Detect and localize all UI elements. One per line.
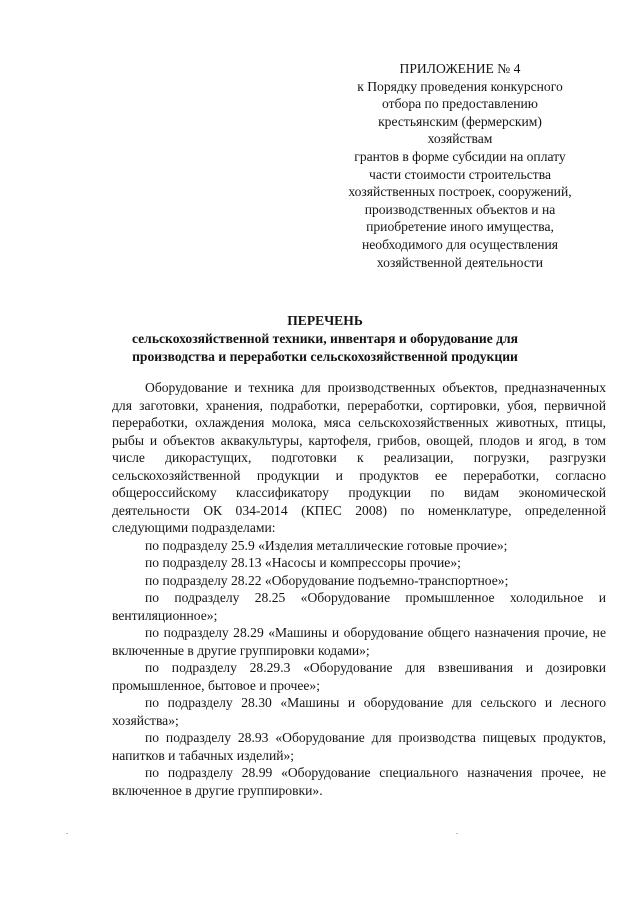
appendix-line: хозяйствам xyxy=(427,131,493,147)
appendix-line: части стоимости строительства xyxy=(369,166,551,182)
scan-speck xyxy=(66,833,68,834)
appendix-line: производственных объектов и на xyxy=(364,201,556,217)
appendix-line: необходимого для осуществления xyxy=(361,236,559,252)
scan-speck xyxy=(456,833,458,834)
appendix-title: ПРИЛОЖЕНИЕ № 4 xyxy=(399,61,521,76)
appendix-line: грантов в форме субсидии на оплату xyxy=(354,148,566,164)
list-item: по подразделу 28.25 «Оборудование промышленное холодильное и вентиляционное»; xyxy=(112,590,606,623)
list-item: по подразделу 28.22 «Оборудование подъемно-транспортное»; xyxy=(145,572,509,588)
appendix-line: к Порядку проведения конкурсного xyxy=(357,78,563,94)
list-item: по подразделу 28.99 «Оборудование специального назначения прочее, не включенное в другие группировки». xyxy=(112,765,606,798)
heading-subtitle-line1: сельскохозяйственной техники, инвентаря и оборудование для xyxy=(131,331,519,346)
list-item: по подразделу 28.13 «Насосы и компрессоры прочие»; xyxy=(145,555,461,570)
list-item: по подразделу 28.29.3 «Оборудование для взвешивания и дозировки промышленное, бытовое и прочее»; xyxy=(112,660,606,693)
list-item: по подразделу 28.30 «Машины и оборудование для сельского и лесного хозяйства»; xyxy=(112,695,606,728)
document-heading xyxy=(110,312,540,366)
heading-subtitle-line2: производства и переработки сельскохозяйственной продукции xyxy=(132,349,518,364)
appendix-line: хозяйственных построек, сооружений, xyxy=(348,184,572,200)
appendix-line: приобретение иного имущества, xyxy=(366,219,554,235)
appendix-line: отбора по предоставлению xyxy=(382,96,538,112)
heading-title: ПЕРЕЧЕНЬ xyxy=(287,313,363,328)
list-item: по подразделу 25.9 «Изделия металлические готовые прочие»; xyxy=(145,537,508,553)
document-body xyxy=(112,379,606,799)
list-item: по подразделу 28.93 «Оборудование для производства пищевых продуктов, напитков и табачных изделий»; xyxy=(112,730,606,763)
appendix-line: крестьянским (фермерским) xyxy=(378,113,542,129)
appendix-line: хозяйственной деятельности xyxy=(376,254,544,270)
intro-paragraph: Оборудование и техника для производственных объектов, предназначенных для заготовки, хранения, подработки, переработки, сортировки, убоя, первичной переработки, охлаждения молока, мяса сельскохозяйственных животных, птицы, рыбы и объектов аквакультуры, картофеля, грибов, овощей, плодов и ягод, в том числе дикорастущих, подготовки к реализации, погрузки, разгрузки сельскохозяйственной продукции и продуктов ее переработки, согласно общероссийскому классификатору продукции по видам экономической деятельности ОК 034-2014 (КПЕС 2008) по номенклатуре, определенной следующими подразделами: xyxy=(112,380,606,535)
appendix-block xyxy=(340,60,580,271)
list-item: по подразделу 28.29 «Машины и оборудование общего назначения прочие, не включенные в другие группировки кодами»; xyxy=(112,625,606,658)
